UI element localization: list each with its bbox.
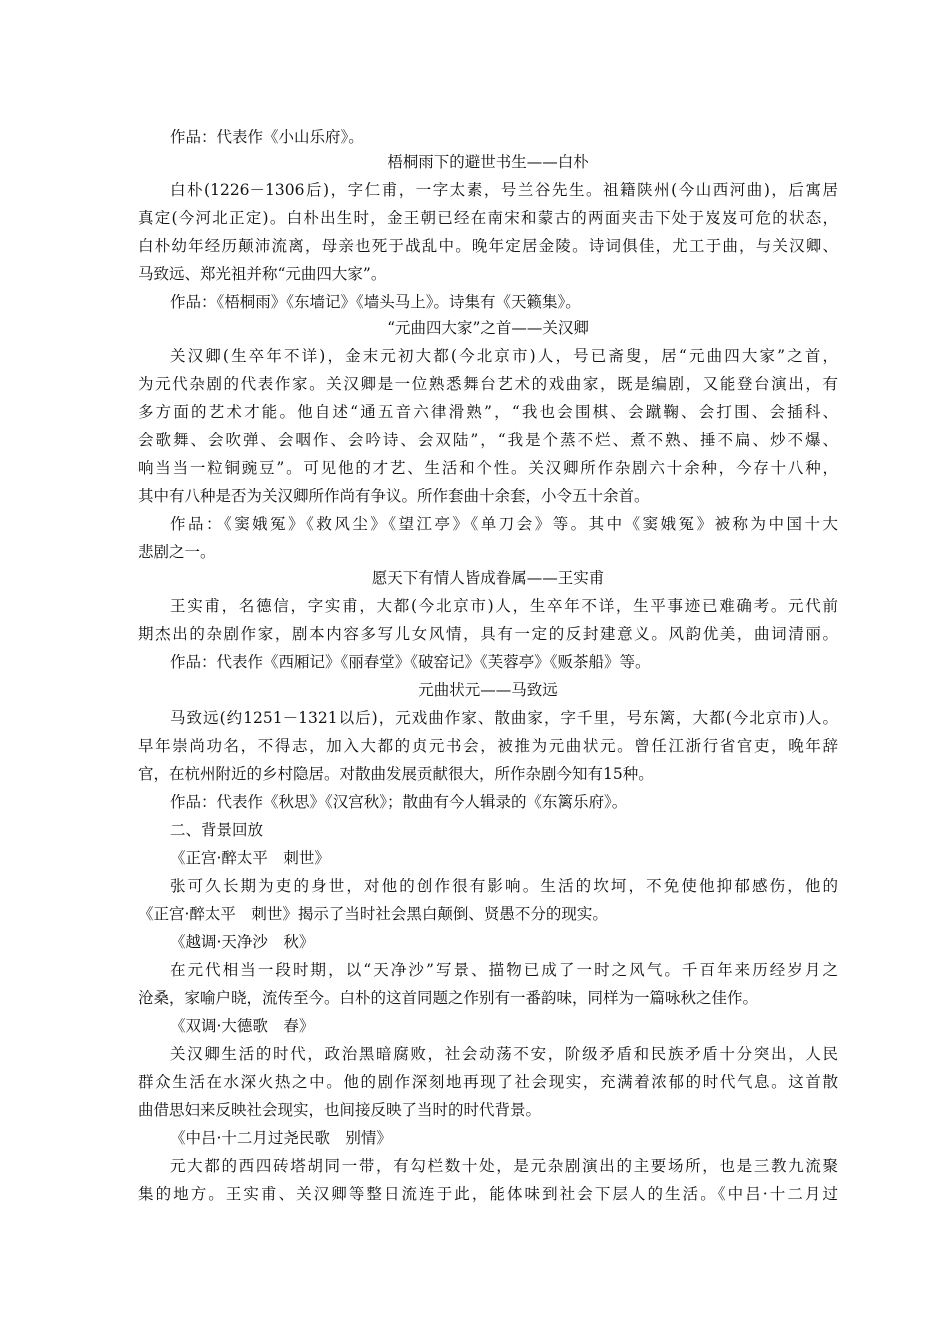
works-guanhanqing: 作品：《窦娥冤》《救风尘》《望江亭》《单刀会》等。其中《窦娥冤》被称为中国十大 [170, 515, 838, 533]
paragraph-line: 沧桑，家喻户晓，流传至今。白朴的这首同题之作别有一番韵味，同样为一篇咏秋之佳作。 [138, 989, 759, 1007]
paragraph-line: 关汉卿生活的时代，政治黑暗腐败，社会动荡不安，阶级矛盾和民族矛盾十分突出，人民 [170, 1045, 838, 1063]
poem-title-zuitaiping: 《正宫·醉太平 刺世》 [170, 849, 330, 867]
works-xiaoshan: 作品：代表作《小山乐府》。 [170, 128, 364, 146]
heading-mazhiyuan: 元曲状元——马致远 [418, 681, 558, 699]
paragraph-line: 马致远(约1251－1321以后)，元戏曲作家、散曲家，字千里，号东篱，大都(今北京市)人。 [170, 709, 838, 727]
works-mazhiyuan: 作品：代表作《秋思》《汉宫秋》；散曲有今人辑录的《东篱乐府》。 [170, 793, 628, 811]
paragraph-line: 悲剧之一。 [138, 543, 216, 561]
works-wangshifu: 作品：代表作《西厢记》《丽春堂》《破窑记》《芙蓉亭》《贩茶船》等。 [170, 653, 651, 671]
heading-wangshifu: 愿天下有情人皆成眷属——王实甫 [371, 569, 605, 587]
paragraph-line: 白朴幼年经历颠沛流离，母亲也死于战乱中。晚年定居金陵。诗词俱佳，尤工于曲，与关汉卿、 [138, 237, 838, 255]
paragraph-line: 会歌舞、会吹弹、会咽作、会吟诗、会双陆”，“我是个蒸不烂、煮不熟、捶不扁、炒不爆、 [138, 431, 838, 449]
paragraph-line: 王实甫，名德信，字实甫，大都(今北京市)人，生卒年不详，生平事迹已难确考。元代前 [170, 597, 838, 615]
section-heading-background: 二、背景回放 [170, 821, 264, 839]
paragraph-line: 期杰出的杂剧作家，剧本内容多写儿女风情，具有一定的反封建意义。风韵优美，曲词清丽。 [138, 625, 838, 643]
paragraph-line: 为元代杂剧的代表作家。关汉卿是一位熟悉舞台艺术的戏曲家，既是编剧，又能登台演出，有 [138, 375, 838, 393]
paragraph-line: 在元代相当一段时期，以“天净沙”写景、描物已成了一时之风气。千百年来历经岁月之 [170, 961, 838, 979]
paragraph-line: 关汉卿(生卒年不详)，金末元初大都(今北京市)人，号已斋叟，居“元曲四大家”之首， [170, 347, 838, 365]
paragraph-line: 集的地方。王实甫、关汉卿等整日流连于此，能体味到社会下层人的生活。《中吕·十二月过 [138, 1185, 838, 1203]
paragraph-line: 多方面的艺术才能。他自述“通五音六律滑熟”，“我也会围棋、会蹴鞠、会打围、会插科、 [138, 403, 838, 421]
paragraph-line: 《正宫·醉太平 刺世》揭示了当时社会黑白颠倒、贤愚不分的现实。 [138, 905, 608, 923]
poem-title-shieryue: 《中吕·十二月过尧民歌 别情》 [170, 1129, 392, 1147]
paragraph-line: 真定(今河北正定)。白朴出生时，金王朝已经在南宋和蒙古的两面夹击下处于岌岌可危的状态， [138, 209, 838, 227]
works-baipu: 作品：《梧桐雨》《东墙记》《墙头马上》。诗集有《天籁集》。 [170, 293, 581, 311]
heading-guanhanqing: “元曲四大家”之首——关汉卿 [387, 319, 589, 337]
poem-title-dadege: 《双调·大德歌 春》 [170, 1017, 315, 1035]
paragraph-line: 早年崇尚功名，不得志，加入大都的贞元书会，被推为元曲状元。曾任江浙行省官吏，晚年辞 [138, 737, 838, 755]
paragraph-line: 其中有八种是否为关汉卿所作尚有争议。所作套曲十余套，小令五十余首。 [138, 487, 650, 505]
poem-title-tianjingsha: 《越调·天净沙 秋》 [170, 933, 315, 951]
paragraph-line: 响当当一粒铜豌豆”。可见他的才艺、生活和个性。关汉卿所作杂剧六十余种，今存十八种， [138, 459, 838, 477]
paragraph-line: 官，在杭州附近的乡村隐居。对散曲发展贡献很大，所作杂剧今知有15种。 [138, 765, 654, 783]
paragraph-line: 白朴(1226－1306后)，字仁甫，一字太素，号兰谷先生。祖籍陕州(今山西河曲)，后寓居 [170, 181, 838, 199]
paragraph-line: 曲借思妇来反映社会现实，也间接反映了当时的时代背景。 [138, 1101, 542, 1119]
paragraph-line: 元大都的西四砖塔胡同一带，有勾栏数十处，是元杂剧演出的主要场所，也是三教九流聚 [170, 1157, 838, 1175]
paragraph-line: 马致远、郑光祖并称“元曲四大家”。 [138, 265, 387, 283]
paragraph-line: 群众生活在水深火热之中。他的剧作深刻地再现了社会现实，充满着浓郁的时代气息。这首散 [138, 1073, 838, 1091]
paragraph-line: 张可久长期为吏的身世，对他的创作很有影响。生活的坎坷，不免使他抑郁感伤，他的 [170, 877, 838, 895]
heading-baipu: 梧桐雨下的避世书生——白朴 [387, 153, 589, 171]
